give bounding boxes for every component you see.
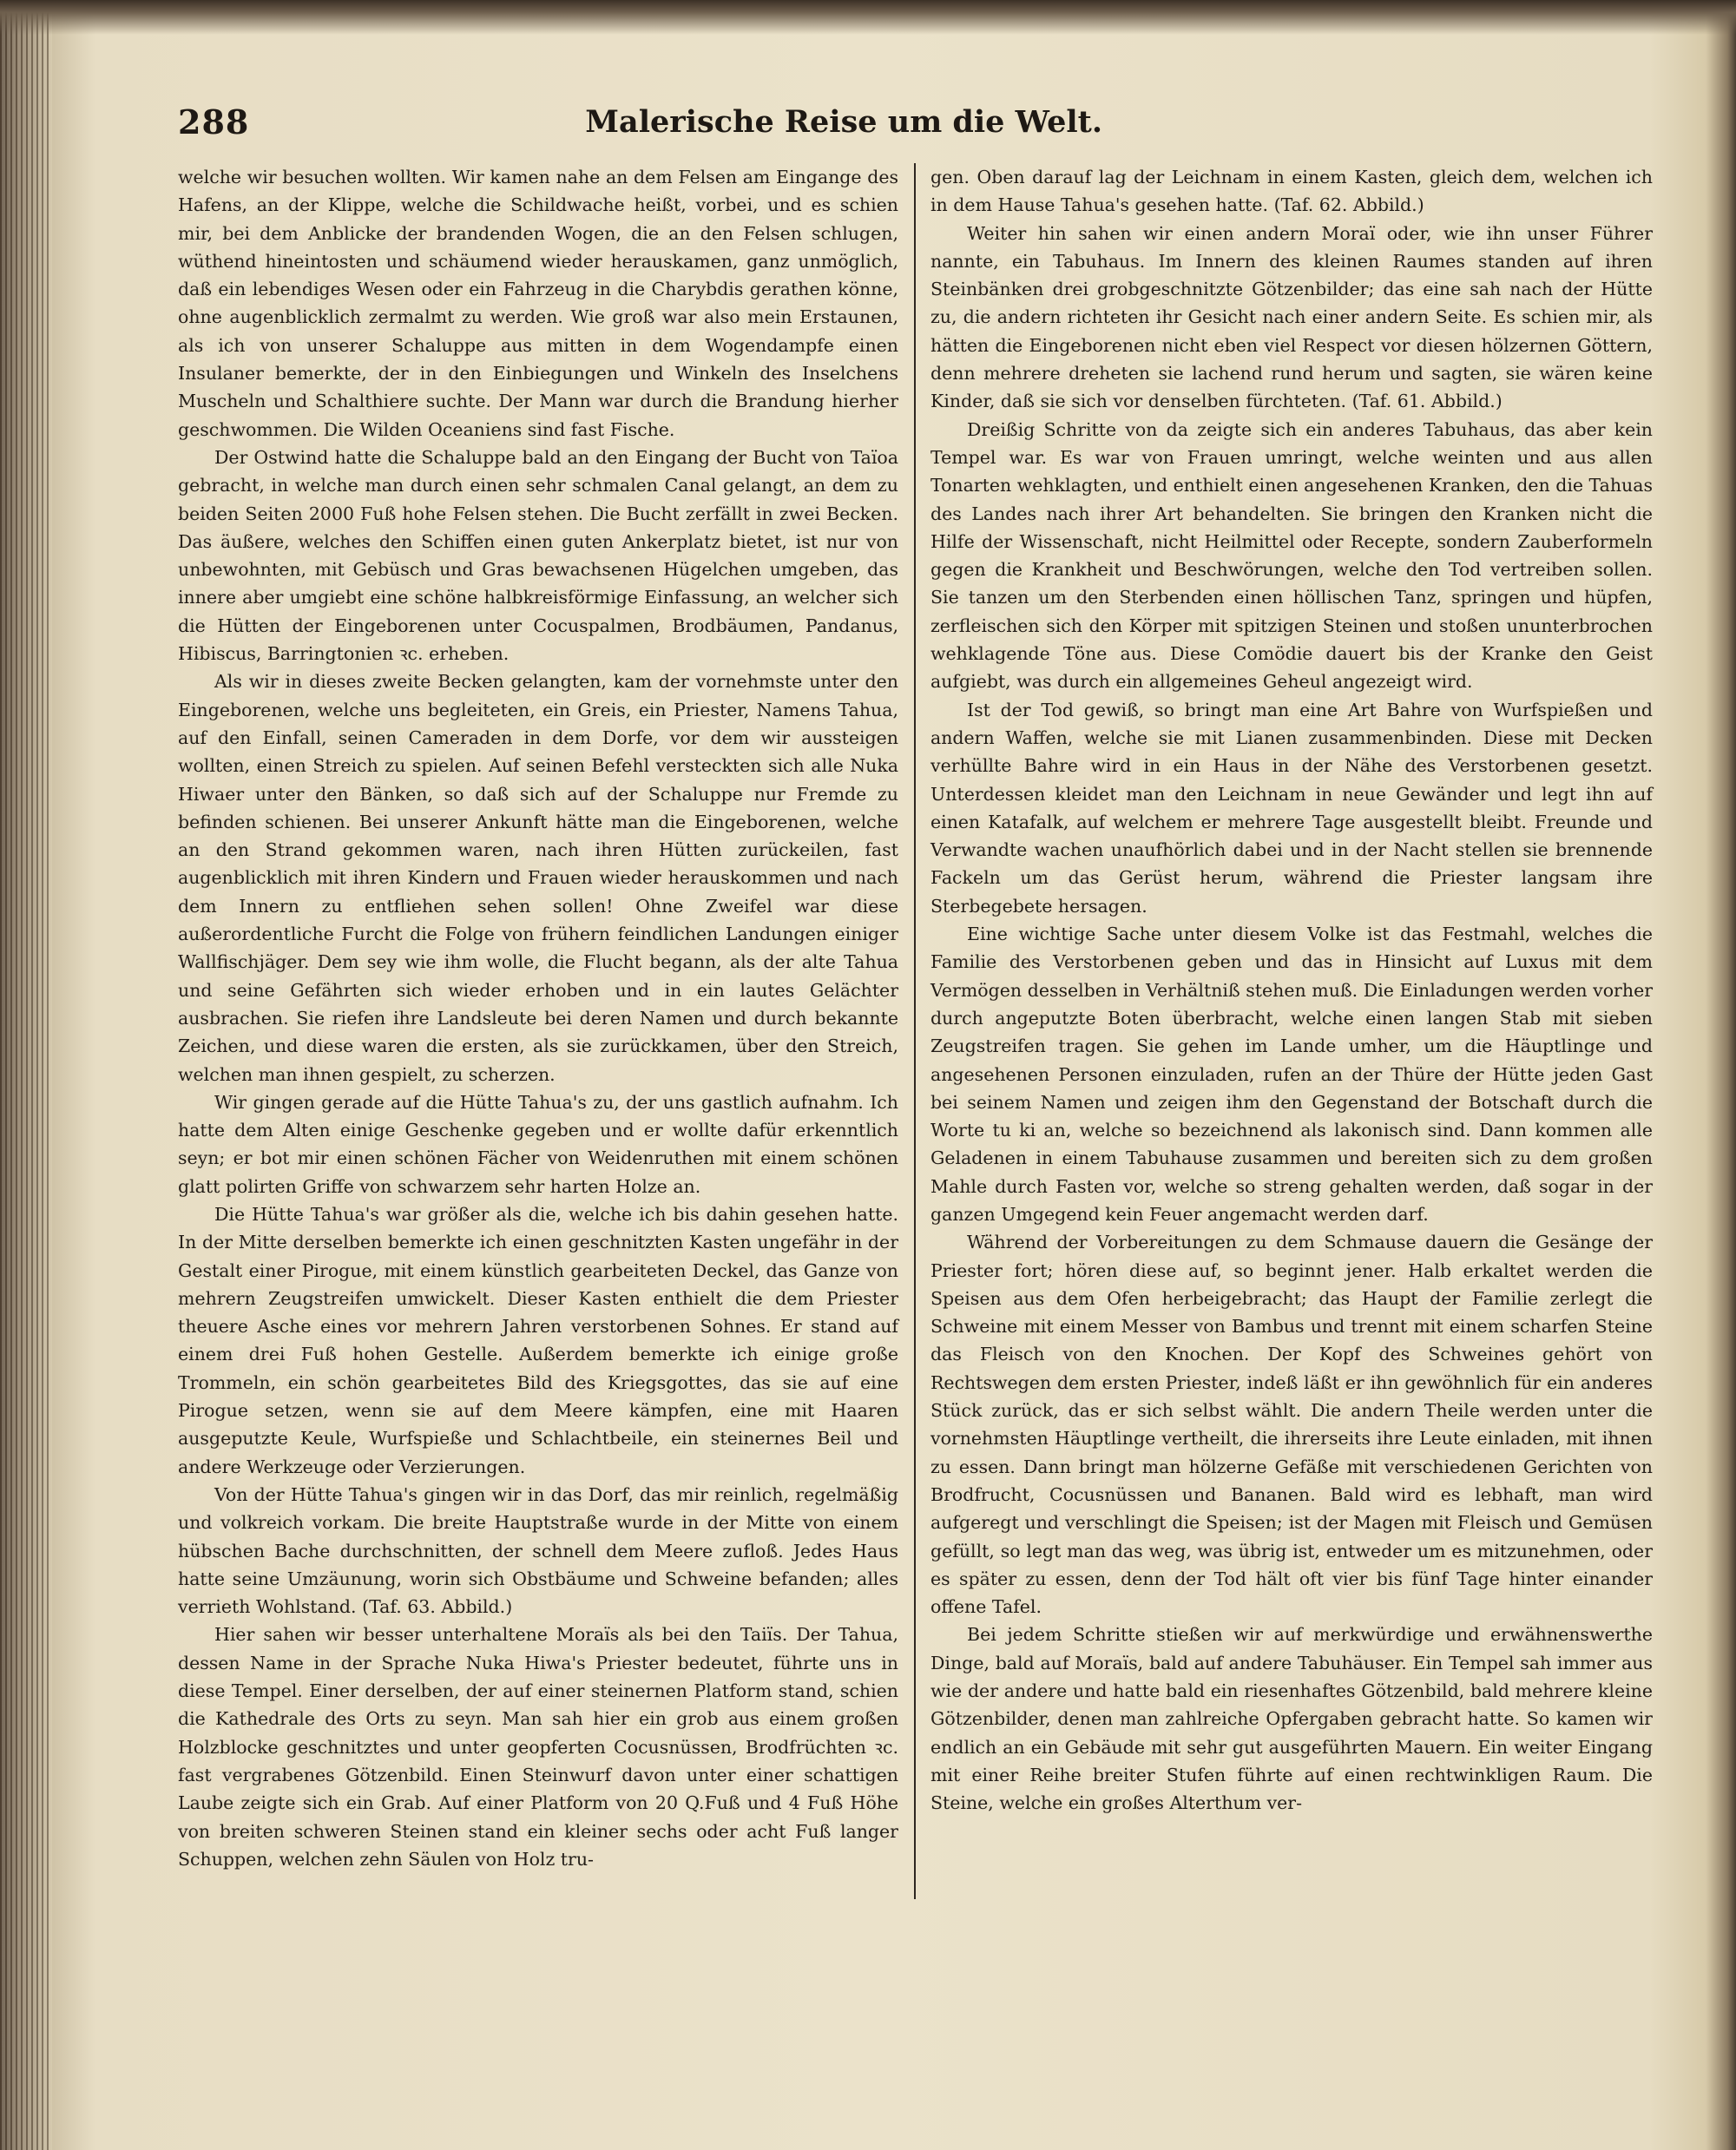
page-number: 288 bbox=[178, 102, 250, 141]
paragraph: gen. Oben darauf lag der Leichnam in einem Kasten, gleich dem, welchen ich in dem Hause Tahua's gesehen hatte. (Taf. 62. Abbild.) bbox=[930, 167, 1653, 216]
column-divider bbox=[914, 163, 916, 1899]
paragraph: Ist der Tod gewiß, so bringt man eine Art Bahre von Wurfspießen und andern Waffen, welche sie mit Lianen zusammenbinden. Diese mit Decken verhüllte Bahre wird in ein Haus in der Nähe des Verstorbenen gesetzt. Unterdessen kleidet man den Leichnam in neue Gewänder und legt ihn auf einen Katafalk, auf welchem er mehrere Tage ausgestellt bleibt. Freunde und Verwandte wachen unaufhörlich dabei und in der Nacht stellen sie brennende Fackeln um das Gerüst herum, während die Priester langsam ihre Sterbegebete hersagen. bbox=[930, 699, 1653, 917]
paragraph: Wir gingen gerade auf die Hütte Tahua's zu, der uns gastlich aufnahm. Ich hatte dem Alten einige Geschenke gegeben und er wollte dafür erkenntlich seyn; er bot mir einen schönen Fächer von Weidenruthen mit einem schönen glatt polirten Griffe von schwarzem sehr harten Holze an. bbox=[178, 1091, 898, 1197]
paragraph: Dreißig Schritte von da zeigte sich ein anderes Tabuhaus, das aber kein Tempel war. Es war von Frauen umringt, welche weinten und aus allen Tonarten wehklagten, und enthielt einen angesehenen Kranken, den die Tahuas des Landes nach ihrer Art behandelten. Sie bringen den Kranken nicht die Hilfe der Wissenschaft, nicht Heilmittel oder Recepte, sondern Zauberformeln gegen die Krankheit und Beschwörungen, welche den Tod vertreiben sollen. Sie tanzen um den Sterbenden einen höllischen Tanz, springen und hüpfen, zerfleischen sich den Körper mit spitzigen Steinen und stoßen ununterbrochen wehklagende Töne aus. Diese Comödie dauert bis der Kranke den Geist aufgiebt, was durch ein allgemeines Geheul angezeigt wird. bbox=[930, 418, 1653, 693]
paragraph: Bei jedem Schritte stießen wir auf merkwürdige und erwähnenswerthe Dinge, bald auf Moraïs, bald auf andere Tabuhäuser. Ein Tempel sah immer aus wie der andere und hatte bald ein riesenhaftes Götzenbild, bald mehrere kleine Götzenbilder, denen man zahlreiche Opfergaben gebracht hatte. So kamen wir endlich an ein Gebäude mit sehr gut ausgeführten Mauern. Ein weiter Eingang mit einer Reihe breiter Stufen führte auf einen rechtwinkligen Raum. Die Steine, welche ein großes Alterthum ver- bbox=[930, 1624, 1653, 1814]
paragraph: Weiter hin sahen wir einen andern Moraï oder, wie ihn unser Führer nannte, ein Tabuhaus. Im Innern des kleinen Raumes standen auf ihren Steinbänken drei grobgeschnitzte Götzenbilder; das eine sah nach der Hütte zu, die andern richteten ihr Gesicht nach einer andern Seite. Es schien mir, als hätten die Eingeborenen nicht eben viel Respect vor diesen hölzernen Göttern, denn mehrere dreheten sie lachend rund herum und sagten, sie wären keine Kinder, daß sie sich vor denselben fürchteten. (Taf. 61. Abbild.) bbox=[930, 222, 1653, 412]
left-column bbox=[178, 163, 898, 1873]
paragraph: Der Ostwind hatte die Schaluppe bald an den Eingang der Bucht von Taïoa gebracht, in welche man durch einen sehr schmalen Canal gelangt, an dem zu beiden Seiten 2000 Fuß hohe Felsen stehen. Die Bucht zerfällt in zwei Becken. Das äußere, welches den Schiffen einen guten Ankerplatz bietet, ist nur von unbewohnten, mit Gebüsch und Gras bewachsenen Hügelchen umgeben, das innere aber umgiebt eine schöne halbkreisförmige Einfassung, an welcher sich die Hütten der Eingeborenen unter Cocuspalmen, Brodbäumen, Pandanus, Hibiscus, Barringtonien ꝛc. erheben. bbox=[178, 446, 898, 665]
page-header bbox=[178, 102, 1102, 155]
paragraph: welche wir besuchen wollten. Wir kamen nahe an dem Felsen am Eingange des Hafens, an der Klippe, welche die Schildwache heißt, vorbei, und es schien mir, bei dem Anblicke der brandenden Wogen, die an den Felsen schlugen, wüthend hineintosten und schäumend wieder herauskamen, ganz unmöglich, daß ein lebendiges Wesen oder ein Fahrzeug in die Charybdis gerathen könne, ohne augenblicklich zermalmt zu werden. Wie groß war also mein Erstaunen, als ich von unserer Schaluppe aus mitten in dem Wogendampfe einen Insulaner bemerkte, der in den Einbiegungen und Winkeln des Inselchens Muscheln und Schalthiere suchte. Der Mann war durch die Brandung hierher geschwommen. Die Wilden Oceaniens sind fast Fische. bbox=[178, 167, 898, 440]
paragraph: Von der Hütte Tahua's gingen wir in das Dorf, das mir reinlich, regelmäßig und volkreich vorkam. Die breite Hauptstraße wurde in der Mitte von einem hübschen Bache durchschnitten, der schnell dem Meere zufloß. Jedes Haus hatte seine Umzäunung, worin sich Obstbäume und Schweine befanden; alles verrieth Wohlstand. (Taf. 63. Abbild.) bbox=[178, 1483, 898, 1618]
paragraph: Während der Vorbereitungen zu dem Schmause dauern die Gesänge der Priester fort; hören diese auf, so beginnt jener. Halb erkaltet werden die Speisen aus dem Ofen herbeigebracht; das Haupt der Familie zerlegt die Schweine mit einem Messer von Bambus und trennt mit einem scharfen Steine das Fleisch von den Knochen. Der Kopf des Schweines gehört von Rechtswegen dem ersten Priester, indeß läßt er ihn gewöhnlich für ein anderes Stück zurück, das er sich selbst wählt. Die andern Theile werden unter die vornehmsten Häuptlinge vertheilt, die ihrerseits ihre Leute einladen, mit ihnen zu essen. Dann bringt man hölzerne Gefäße mit verschiedenen Gerichten von Brodfrucht, Cocusnüssen und Bananen. Bald wird es lebhaft, man wird aufgeregt und verschlingt die Speisen; ist der Magen mit Fleisch und Gemüsen gefüllt, so legt man das weg, was übrig ist, entweder um es mitzunehmen, oder es später zu essen, denn der Tod hält oft vier bis fünf Tage hinter einander offene Tafel. bbox=[930, 1232, 1653, 1618]
paragraph: Als wir in dieses zweite Becken gelangten, kam der vornehmste unter den Eingeborenen, welche uns begleiteten, ein Greis, ein Priester, Namens Tahua, auf den Einfall, seinen Cameraden in dem Dorfe, vor dem wir aussteigen wollten, einen Streich zu spielen. Auf seinen Befehl versteckten sich alle Nuka Hiwaer unter den Bänken, so daß sich auf der Schaluppe nur Fremde zu befinden schienen. Bei unserer Ankunft hätte man die Eingeborenen, welche an den Strand gekommen waren, nach ihren Hütten zurückeilen, fast augenblicklich mit ihren Kindern und Frauen wieder herauskommen und nach dem Innern zu entfliehen sehen sollen! Ohne Zweifel war diese außerordentliche Furcht die Folge von frühern feindlichen Landungen einiger Wallfischjäger. Dem sey wie ihm wolle, die Flucht begann, als der alte Tahua und seine Gefährten sich wieder erhoben und in ein lautes Gelächter ausbrachen. Sie riefen ihre Landsleute bei deren Namen und durch bekannte Zeichen, und diese waren die ersten, als sie zurückkamen, über den Streich, welchen man ihnen gespielt, zu scherzen. bbox=[178, 671, 898, 1085]
running-title: Malerische Reise um die Welt. bbox=[585, 104, 1102, 140]
paragraph: Eine wichtige Sache unter diesem Volke ist das Festmahl, welches die Familie des Verstorbenen geben und das in Hinsicht auf Luxus mit dem Vermögen desselben in Verhältniß stehen muß. Die Einladungen werden vorher durch angeputzte Boten überbracht, welche einen langen Stab mit sieben Zeugstreifen tragen. Sie gehen im Lande umher, um die Häuptlinge und angesehenen Personen einzuladen, rufen an der Thüre der Hütte jeden Gast bei seinem Namen und zeigen ihm den Gegenstand der Botschaft durch die Worte tu ki an, welche so bezeichnend als lakonisch sind. Dann kommen alle Geladenen in einem Tabuhause zusammen und bereiten sich zu dem großen Mahle durch Fasten vor, welche so streng gehalten werden, daß sogar in der ganzen Umgegend kein Feuer angemacht werden darf. bbox=[930, 924, 1653, 1225]
right-column bbox=[930, 163, 1653, 1818]
paragraph: Die Hütte Tahua's war größer als die, welche ich bis dahin gesehen hatte. In der Mitte derselben bemerkte ich einen geschnitzten Kasten ungefähr in der Gestalt einer Pirogue, mit einem künstlich gearbeiteten Deckel, das Ganze von mehrern Zeugstreifen umwickelt. Dieser Kasten enthielt die dem Priester theuere Asche eines vor mehrern Jahren verstorbenen Sohnes. Er stand auf einem drei Fuß hohen Gestelle. Außerdem bemerkte ich einige große Trommeln, ein schön gearbeitetes Bild des Kriegsgottes, das sie auf eine Pirogue setzen, wenn sie auf dem Meere kämpfen, eine mit Haaren ausgeputzte Keule, Wurfspieße und Schlachtbeile, ein steinernes Beil und andere Werkzeuge oder Verzierungen. bbox=[178, 1203, 898, 1477]
paragraph: Hier sahen wir besser unterhaltene Moraïs als bei den Taiïs. Der Tahua, dessen Name in der Sprache Nuka Hiwa's Priester bedeutet, führte uns in diese Tempel. Einer derselben, der auf einer steinernen Platform stand, schien die Kathedrale des Orts zu seyn. Man sah hier ein grob aus einem großen Holzblocke geschnitztes und unter geopferten Cocusnüssen, Brodfrüchten ꝛc. fast vergrabenes Götzenbild. Einen Steinwurf davon unter einer schattigen Laube zeigte sich ein Grab. Auf einer Platform von 20 Q.Fuß und 4 Fuß Höhe von breiten schweren Steinen stand ein kleiner sechs oder acht Fuß langer Schuppen, welchen zehn Säulen von Holz tru- bbox=[178, 1624, 898, 1870]
